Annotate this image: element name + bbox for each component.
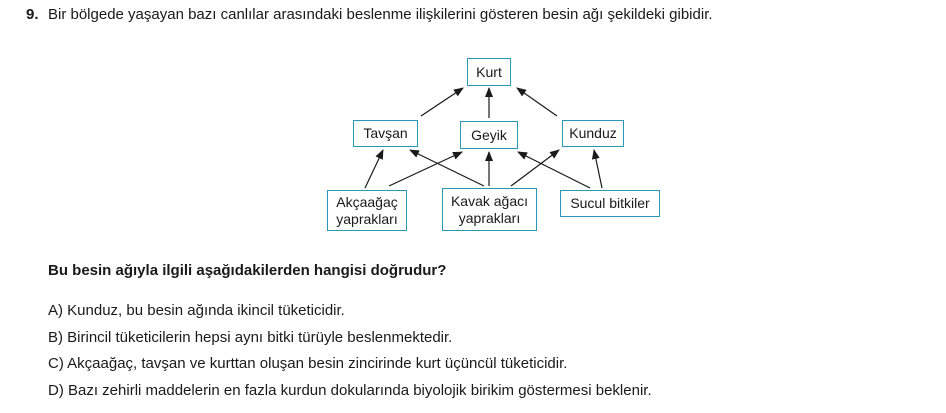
node-geyik xyxy=(460,121,518,149)
node-geyik-label: Geyik xyxy=(471,126,507,143)
option-a[interactable] xyxy=(48,302,345,319)
option-d[interactable] xyxy=(48,382,652,399)
node-kavak-label-line1: Kavak ağacı xyxy=(450,192,529,209)
question-stem: Bir bölgede yaşayan bazı canlılar arasındaki beslenme ilişkilerini gösteren besin ağı şekildeki gibidir. xyxy=(48,6,713,23)
node-akcaagac-label-line2: yaprakları xyxy=(336,210,398,227)
node-tavsan xyxy=(353,120,418,147)
option-d-letter: D) xyxy=(48,382,64,399)
node-kavak xyxy=(442,188,537,231)
question-number: 9. xyxy=(26,6,39,23)
node-tavsan-label: Tavşan xyxy=(363,125,408,141)
option-d-text: Bazı zehirli maddelerin en fazla kurdun dokularında biyolojik birikim göstermesi beklenir. xyxy=(68,382,652,399)
question-prompt: Bu besin ağıyla ilgili aşağıdakilerden hangisi doğrudur? xyxy=(48,262,447,279)
option-a-letter: A) xyxy=(48,302,63,319)
node-kurt-label: Kurt xyxy=(476,63,502,80)
node-sucul xyxy=(560,190,660,217)
option-c[interactable] xyxy=(48,355,567,372)
arrow-akcaagac-to-tavsan xyxy=(365,150,383,188)
node-kunduz-label: Kunduz xyxy=(569,125,617,141)
arrow-sucul-to-kunduz xyxy=(594,150,602,188)
arrow-kavak-to-kunduz xyxy=(511,150,559,186)
option-a-text: Kunduz, bu besin ağında ikincil tüketicidir. xyxy=(67,302,345,319)
arrow-kunduz-to-kurt xyxy=(517,88,557,116)
arrow-kavak-to-tavsan xyxy=(410,150,484,186)
node-kavak-label-line2: yaprakları xyxy=(458,209,521,226)
option-b[interactable] xyxy=(48,329,452,346)
node-kurt xyxy=(467,58,511,86)
option-b-letter: B) xyxy=(48,329,63,346)
node-kunduz xyxy=(562,120,624,147)
option-c-text: Akçaağaç, tavşan ve kurttan oluşan besin zincirinde kurt üçüncül tüketicidir. xyxy=(67,355,568,372)
node-akcaagac-label-line1: Akçaağaç xyxy=(336,193,398,210)
option-b-text: Birincil tüketicilerin hepsi aynı bitki türüyle beslenmektedir. xyxy=(67,329,453,346)
node-akcaagac xyxy=(327,190,407,231)
arrow-tavsan-to-kurt xyxy=(421,88,463,116)
arrow-sucul-to-geyik xyxy=(518,152,590,188)
option-c-letter: C) xyxy=(48,355,64,372)
node-sucul-label: Sucul bitkiler xyxy=(570,195,650,211)
